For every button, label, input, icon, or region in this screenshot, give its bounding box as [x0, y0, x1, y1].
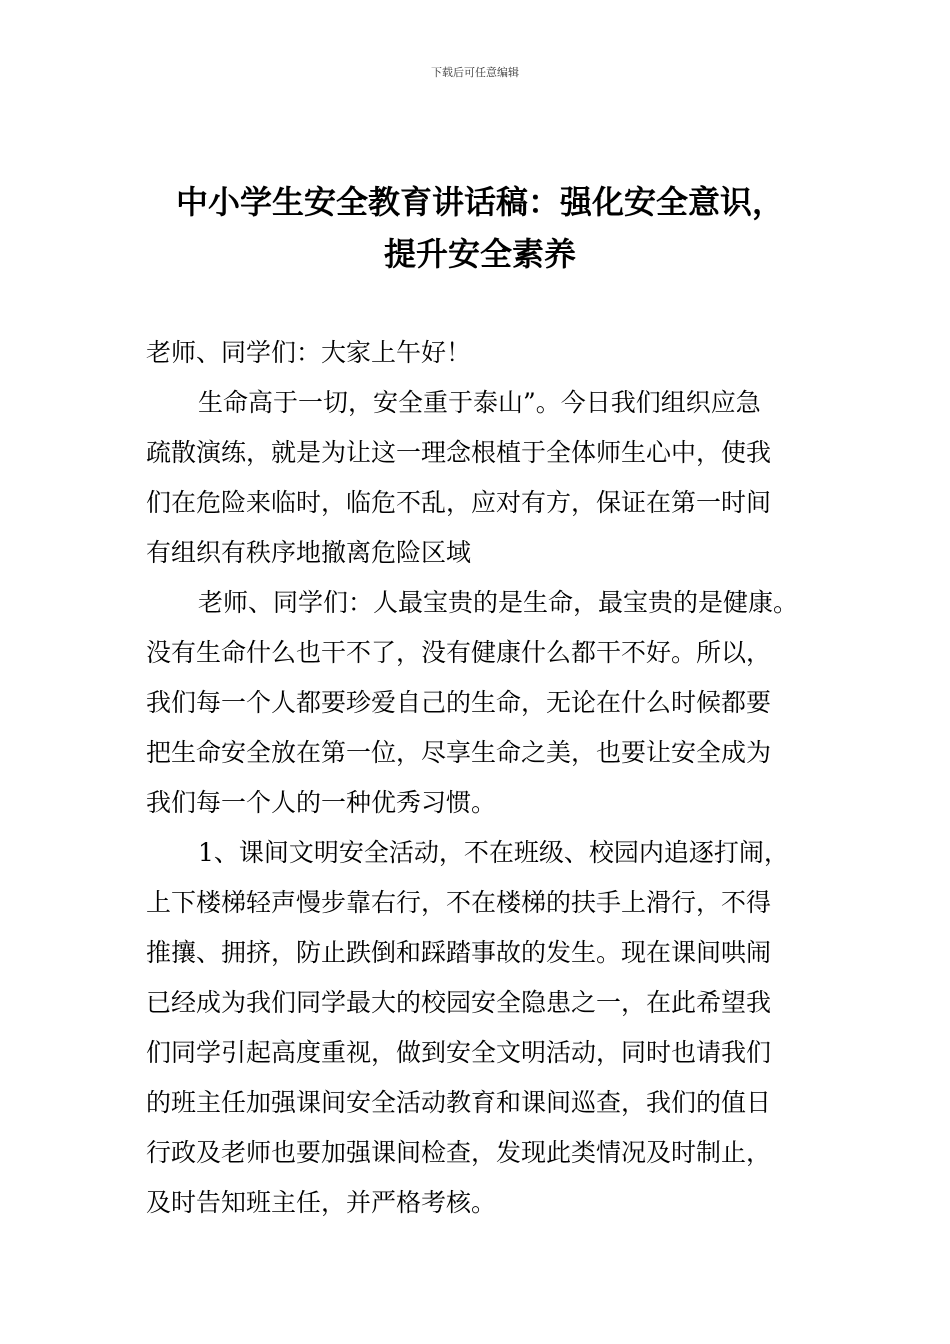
paragraph-line: 我们每一个人都要珍爱自己的生命，无论在什么时候都要 [146, 688, 772, 717]
paragraph-line: 有组织有秩序地撤离危险区域 [146, 538, 472, 567]
paragraph-line: 推攘、拥挤，防止跌倒和踩踏事故的发生。现在课间哄闹 [146, 938, 772, 967]
paragraph-line: 老师、同学们：人最宝贵的是生命，最宝贵的是健康。 [198, 588, 799, 617]
document-body [146, 328, 826, 1228]
paragraph-line: 们在危险来临时，临危不乱，应对有方，保证在第一时间 [146, 488, 772, 517]
paragraph-line: 上下楼梯轻声慢步靠右行，不在楼梯的扶手上滑行，不得 [146, 888, 772, 917]
title-line: 提升安全素养 [383, 235, 576, 273]
paragraph-line: 没有生命什么也干不了，没有健康什么都干不好。所以， [146, 638, 772, 667]
header-note: 下载后可任意编辑 [431, 66, 519, 79]
paragraph-line: 把生命安全放在第一位，尽享生命之美，也要让安全成为 [146, 738, 772, 767]
paragraph-line: 疏散演练，就是为让这一理念根植于全体师生心中，使我 [146, 438, 772, 467]
salutation: 老师、同学们：大家上午好！ [146, 338, 472, 367]
paragraph-line: 行政及老师也要加强课间检查，发现此类情况及时制止， [146, 1138, 772, 1167]
paragraph-line: 及时告知班主任，并严格考核。 [146, 1188, 497, 1217]
paragraph-line: 们同学引起高度重视，做到安全文明活动，同时也请我们 [146, 1038, 772, 1067]
paragraph-line: 生命高于一切，安全重于泰山”。今日我们组织应急 [198, 388, 761, 417]
document-title [150, 176, 810, 280]
paragraph-line: 已经成为我们同学最大的校园安全隐患之一，在此希望我 [146, 988, 772, 1017]
paragraph-line: 我们每一个人的一种优秀习惯。 [146, 788, 497, 817]
title-line: 中小学生安全教育讲话稿：强化安全意识， [175, 183, 784, 221]
paragraph-line: 的班主任加强课间安全活动教育和课间巡查，我们的值日 [146, 1088, 772, 1117]
paragraph-line: 1、课间文明安全活动，不在班级、校园内追逐打闹， [198, 838, 789, 867]
